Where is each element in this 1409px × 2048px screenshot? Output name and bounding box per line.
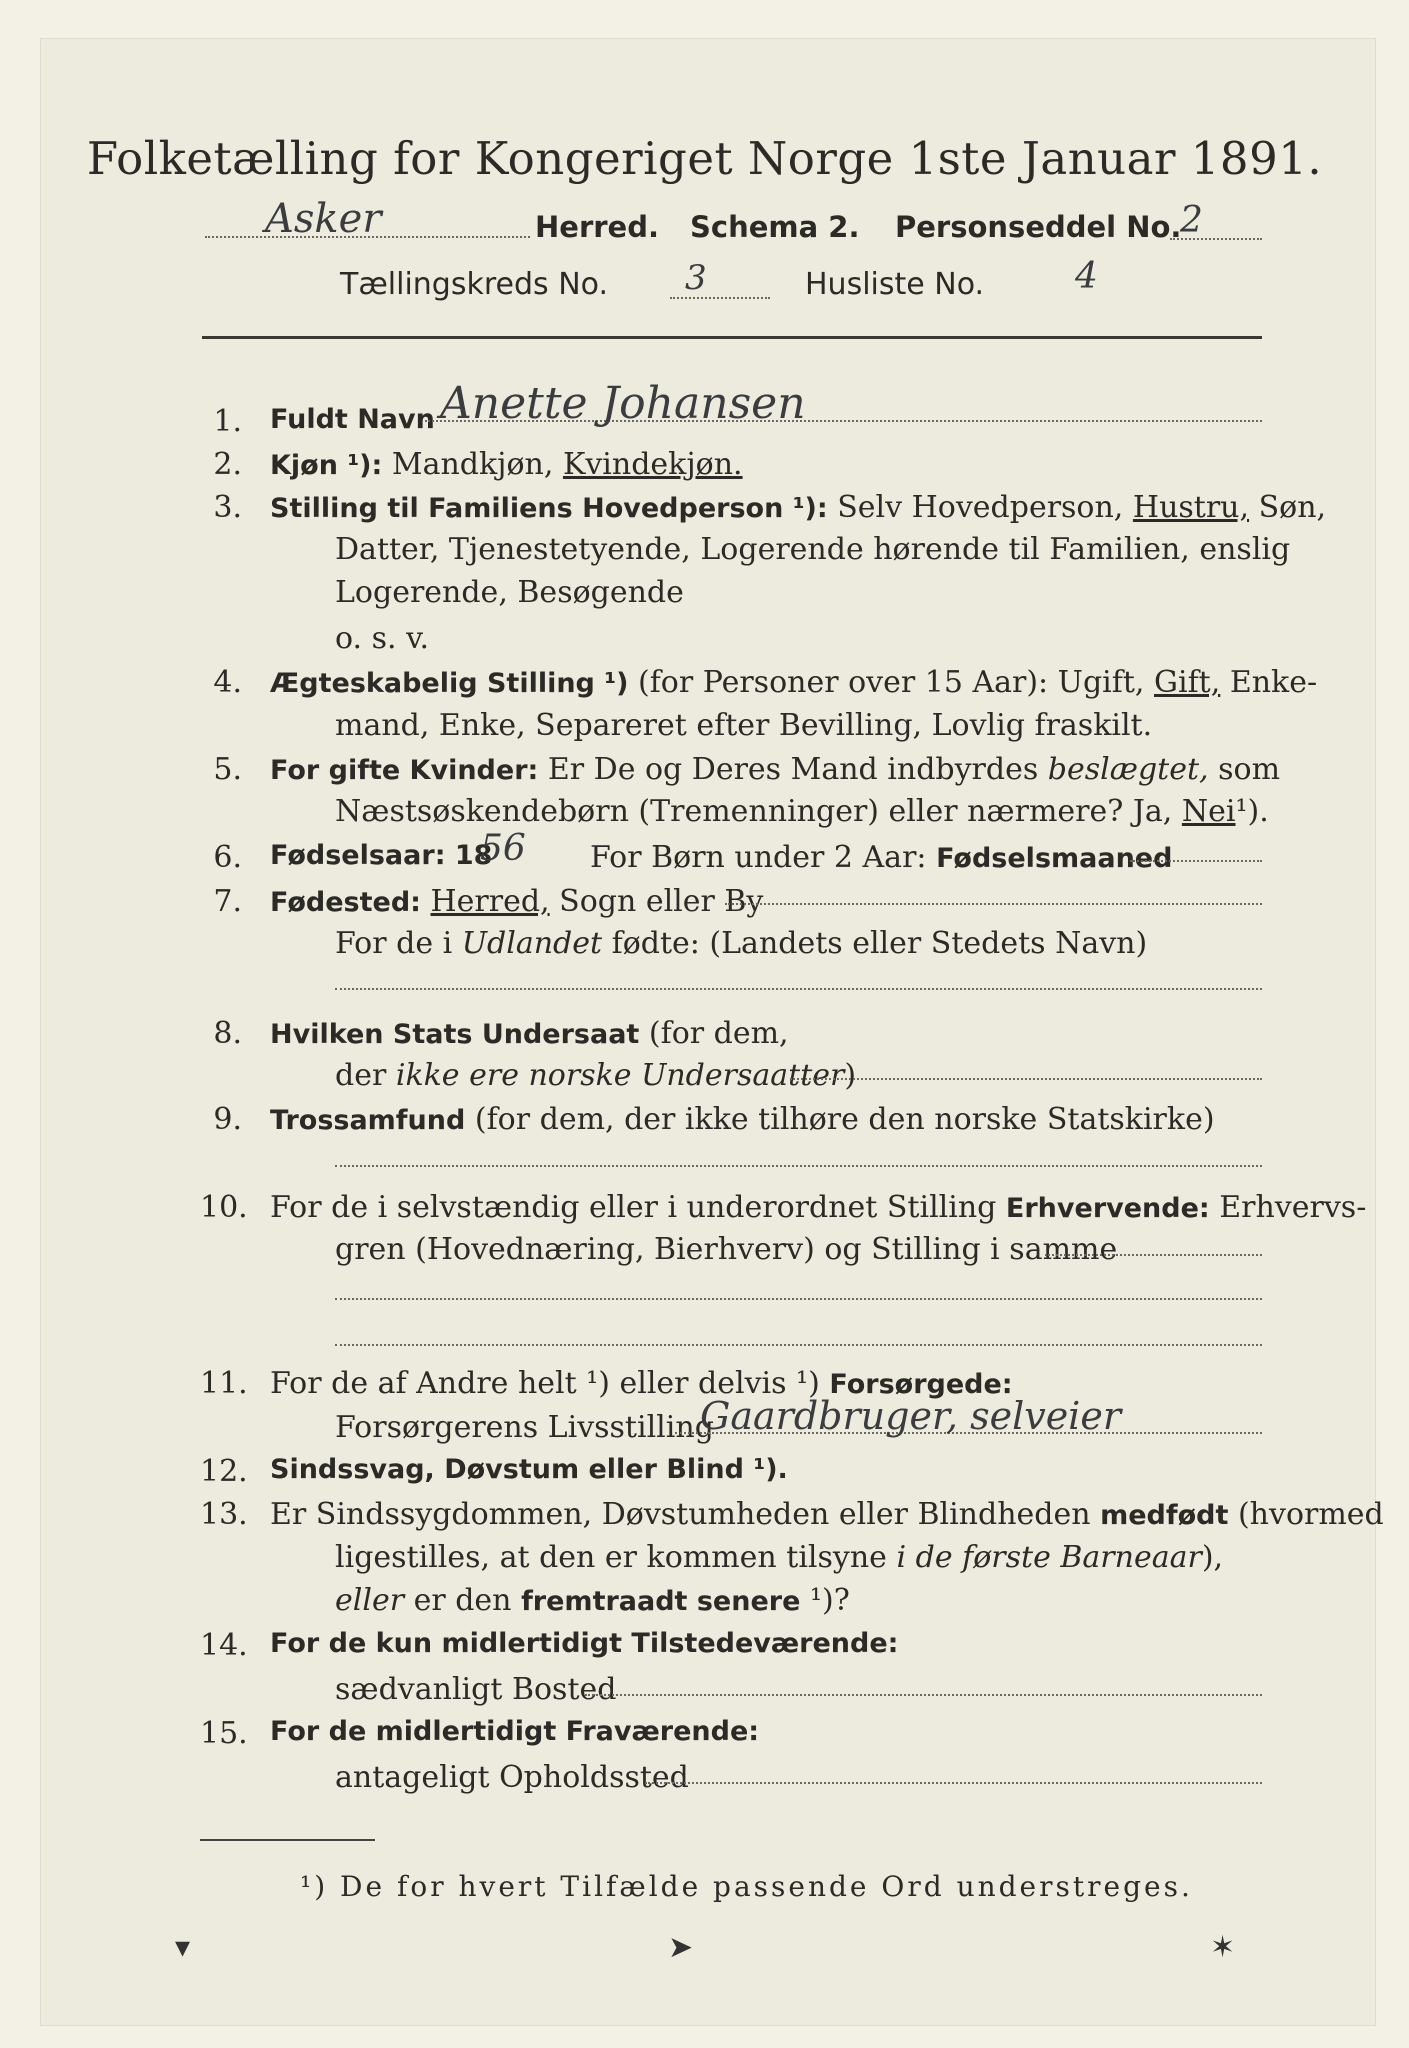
- q15-label: For de midlertidigt Fraværende:: [270, 1716, 760, 1747]
- q7-line2b: fødte: (Landets eller Stedets Navn): [611, 926, 1148, 961]
- q10-field-line-3: [335, 1344, 1262, 1346]
- personseddel-label: Personseddel No.: [895, 210, 1182, 244]
- q13-line2b: ),: [1201, 1540, 1224, 1575]
- tellingskreds-label: Tællingskreds No.: [340, 267, 608, 302]
- q15-number: 15.: [200, 1716, 248, 1751]
- q5-number: 5.: [213, 752, 242, 787]
- q10-line1: [270, 1190, 1366, 1225]
- q13-line1: [270, 1497, 1384, 1532]
- q9-line1: [270, 1102, 1215, 1137]
- q4-text2: Enke-: [1229, 665, 1318, 700]
- q14-label: For de kun midlertidigt Tilstedeværende:: [270, 1628, 899, 1659]
- q5-line2b: ¹).: [1235, 794, 1269, 829]
- q10-text2: Erhvervs-: [1219, 1190, 1367, 1225]
- q13-line3: [335, 1583, 850, 1618]
- q6-label: Fødselsaar: 18: [270, 840, 493, 871]
- q10-field-line-2: [335, 1298, 1262, 1300]
- q11-number: 11.: [200, 1366, 248, 1401]
- personseddel-value: 2: [1180, 200, 1203, 241]
- q3-line2: Datter, Tjenestetyende, Logerende hørende til Familien, enslig: [335, 532, 1291, 567]
- q10-label: Erhvervende:: [1005, 1193, 1210, 1224]
- form-title: Folketælling for Kongeriget Norge 1ste Januar 1891.: [86, 132, 1323, 185]
- husliste-label: Husliste No.: [805, 267, 985, 302]
- q9-label: Trossamfund: [270, 1105, 466, 1136]
- q8-line2b: ): [844, 1058, 857, 1093]
- q5-option-nei: Nei: [1181, 794, 1236, 829]
- q12-label: Sindssvag, Døvstum eller Blind ¹).: [270, 1454, 788, 1485]
- q6-value: 56: [480, 828, 526, 869]
- q7-field-line: [725, 903, 1262, 905]
- tellingskreds-dots: [670, 297, 770, 299]
- q1-label: Fuldt Navn: [270, 404, 435, 435]
- punch-mark-center-icon: ➤: [668, 1930, 694, 1965]
- q12-number: 12.: [200, 1454, 248, 1489]
- q8-text: (for dem,: [648, 1016, 789, 1051]
- q1-value: Anette Johansen: [440, 378, 806, 429]
- schema-label: Schema 2.: [690, 210, 860, 244]
- q4-label: Ægteskabelig Stilling ¹): [270, 668, 629, 699]
- q6-line: [590, 840, 1172, 875]
- q14-number: 14.: [200, 1628, 248, 1663]
- q4-line1: [270, 665, 1317, 700]
- herred-value: Asker: [265, 196, 382, 242]
- q13-label: medfødt: [1100, 1500, 1229, 1531]
- q6-field-line: [1130, 860, 1262, 862]
- q10-number: 10.: [200, 1190, 248, 1225]
- q13-text: Er Sindssygdommen, Døvstumheden eller Blindheden: [270, 1497, 1091, 1532]
- q15-field-line: [645, 1782, 1262, 1784]
- q6-number: 6.: [213, 840, 242, 875]
- q13-line3b: er den: [413, 1583, 512, 1618]
- q13-label3: fremtraadt senere: [521, 1586, 801, 1617]
- q11-label: Forsørgede:: [829, 1369, 1013, 1400]
- punch-mark-right-icon: ✶: [1210, 1930, 1236, 1965]
- punch-mark-left-icon: ▾: [175, 1930, 191, 1965]
- q2-option-kvindekjon: Kvindekjøn.: [562, 447, 743, 482]
- q8-line1: [270, 1016, 789, 1051]
- q13-number: 13.: [200, 1497, 248, 1532]
- q1-number: 1.: [213, 404, 242, 439]
- q10-field-line-1: [1045, 1254, 1262, 1256]
- q2-option-mandkjon: Mandkjøn,: [391, 447, 554, 482]
- q5-text1: Er De og Deres Mand indbyrdes: [547, 752, 1039, 787]
- q4-number: 4.: [213, 665, 242, 700]
- q13-line2a: ligestilles, at den er kommen tilsyne: [335, 1540, 887, 1575]
- q11-value: Gaardbruger, selveier: [700, 1394, 1121, 1438]
- q3-text1: Selv Hovedperson,: [837, 490, 1124, 525]
- q5-line2: [335, 794, 1269, 829]
- q7-line2a: For de i: [335, 926, 453, 961]
- q9-text: (for dem, der ikke tilhøre den norske Statskirke): [474, 1102, 1215, 1137]
- q4-text1: (for Personer over 15 Aar): Ugift,: [638, 665, 1145, 700]
- footnote: ¹) De for hvert Tilfælde passende Ord understreges.: [300, 1870, 1193, 1903]
- q10-line2: gren (Hovednæring, Bierhverv) og Stilling i samme: [335, 1232, 1118, 1267]
- q3-label: Stilling til Familiens Hovedperson ¹):: [270, 493, 828, 524]
- tellingskreds-value: 3: [685, 258, 707, 298]
- personseddel-dots: [1170, 238, 1262, 240]
- q14-field-line: [585, 1694, 1262, 1696]
- q13-line3a: eller: [335, 1583, 405, 1618]
- header-divider: [202, 336, 1262, 339]
- q4-option-gift: Gift,: [1154, 665, 1221, 700]
- q2-number: 2.: [213, 447, 242, 482]
- herred-label: Herred.: [535, 210, 659, 244]
- q5-line1: [270, 752, 1280, 787]
- q3-option-hustru: Hustru,: [1132, 490, 1250, 525]
- q6-label2: Fødselsmaaned: [936, 843, 1173, 874]
- q15-line2: antageligt Opholdssted: [335, 1760, 689, 1795]
- q8-line2: [335, 1058, 856, 1093]
- husliste-value: 4: [1075, 256, 1098, 297]
- q7-line2: [335, 926, 1147, 961]
- q9-number: 9.: [213, 1102, 242, 1137]
- q3-line4: o. s. v.: [335, 621, 429, 656]
- q7-label: Fødested:: [270, 887, 421, 918]
- q4-line2: mand, Enke, Separeret efter Bevilling, Lovlig fraskilt.: [335, 708, 1153, 743]
- q7-italic: Udlandet: [461, 926, 603, 961]
- q8-line2a: der: [335, 1058, 387, 1093]
- q13-italic: i de første Barneaar: [896, 1540, 1202, 1575]
- q5-line2a: Næstsøskendebørn (Tremenninger) eller nærmere? Ja,: [335, 794, 1173, 829]
- q3-text2: Søn,: [1258, 490, 1327, 525]
- q7-text: Sogn eller By: [559, 884, 764, 919]
- q13-line2: [335, 1540, 1223, 1575]
- q3-number: 3.: [213, 490, 242, 525]
- q7-number: 7.: [213, 884, 242, 919]
- q11-text: For de af Andre helt ¹) eller delvis ¹): [270, 1366, 820, 1401]
- q7-option-herred: Herred,: [430, 884, 550, 919]
- q11-line2: Forsørgerens Livsstilling: [335, 1410, 714, 1445]
- q3-line3: Logerende, Besøgende: [335, 575, 684, 610]
- q6-text: For Børn under 2 Aar:: [590, 840, 927, 875]
- q9-field-line: [335, 1165, 1262, 1167]
- q8-label: Hvilken Stats Undersaat: [270, 1019, 640, 1050]
- q10-text: For de i selvstændig eller i underordnet Stilling: [270, 1190, 997, 1225]
- q13-line3c: ¹)?: [809, 1583, 850, 1618]
- q5-text2: som: [1218, 752, 1281, 787]
- q5-italic: beslægtet,: [1047, 752, 1209, 787]
- q8-field-line: [790, 1078, 1262, 1080]
- q2-line: [270, 447, 743, 482]
- q3-line1: [270, 490, 1326, 525]
- q5-label: For gifte Kvinder:: [270, 755, 539, 786]
- q13-text2: (hvormed: [1237, 1497, 1384, 1532]
- q8-number: 8.: [213, 1016, 242, 1051]
- footnote-divider: [200, 1839, 375, 1841]
- q7-foreign-field-line: [335, 988, 1262, 990]
- q8-italic: ikke ere norske Undersaatter: [395, 1058, 845, 1093]
- q7-line1: [270, 884, 763, 919]
- q14-line2: sædvanligt Bosted: [335, 1672, 617, 1707]
- q2-label: Kjøn ¹):: [270, 450, 383, 481]
